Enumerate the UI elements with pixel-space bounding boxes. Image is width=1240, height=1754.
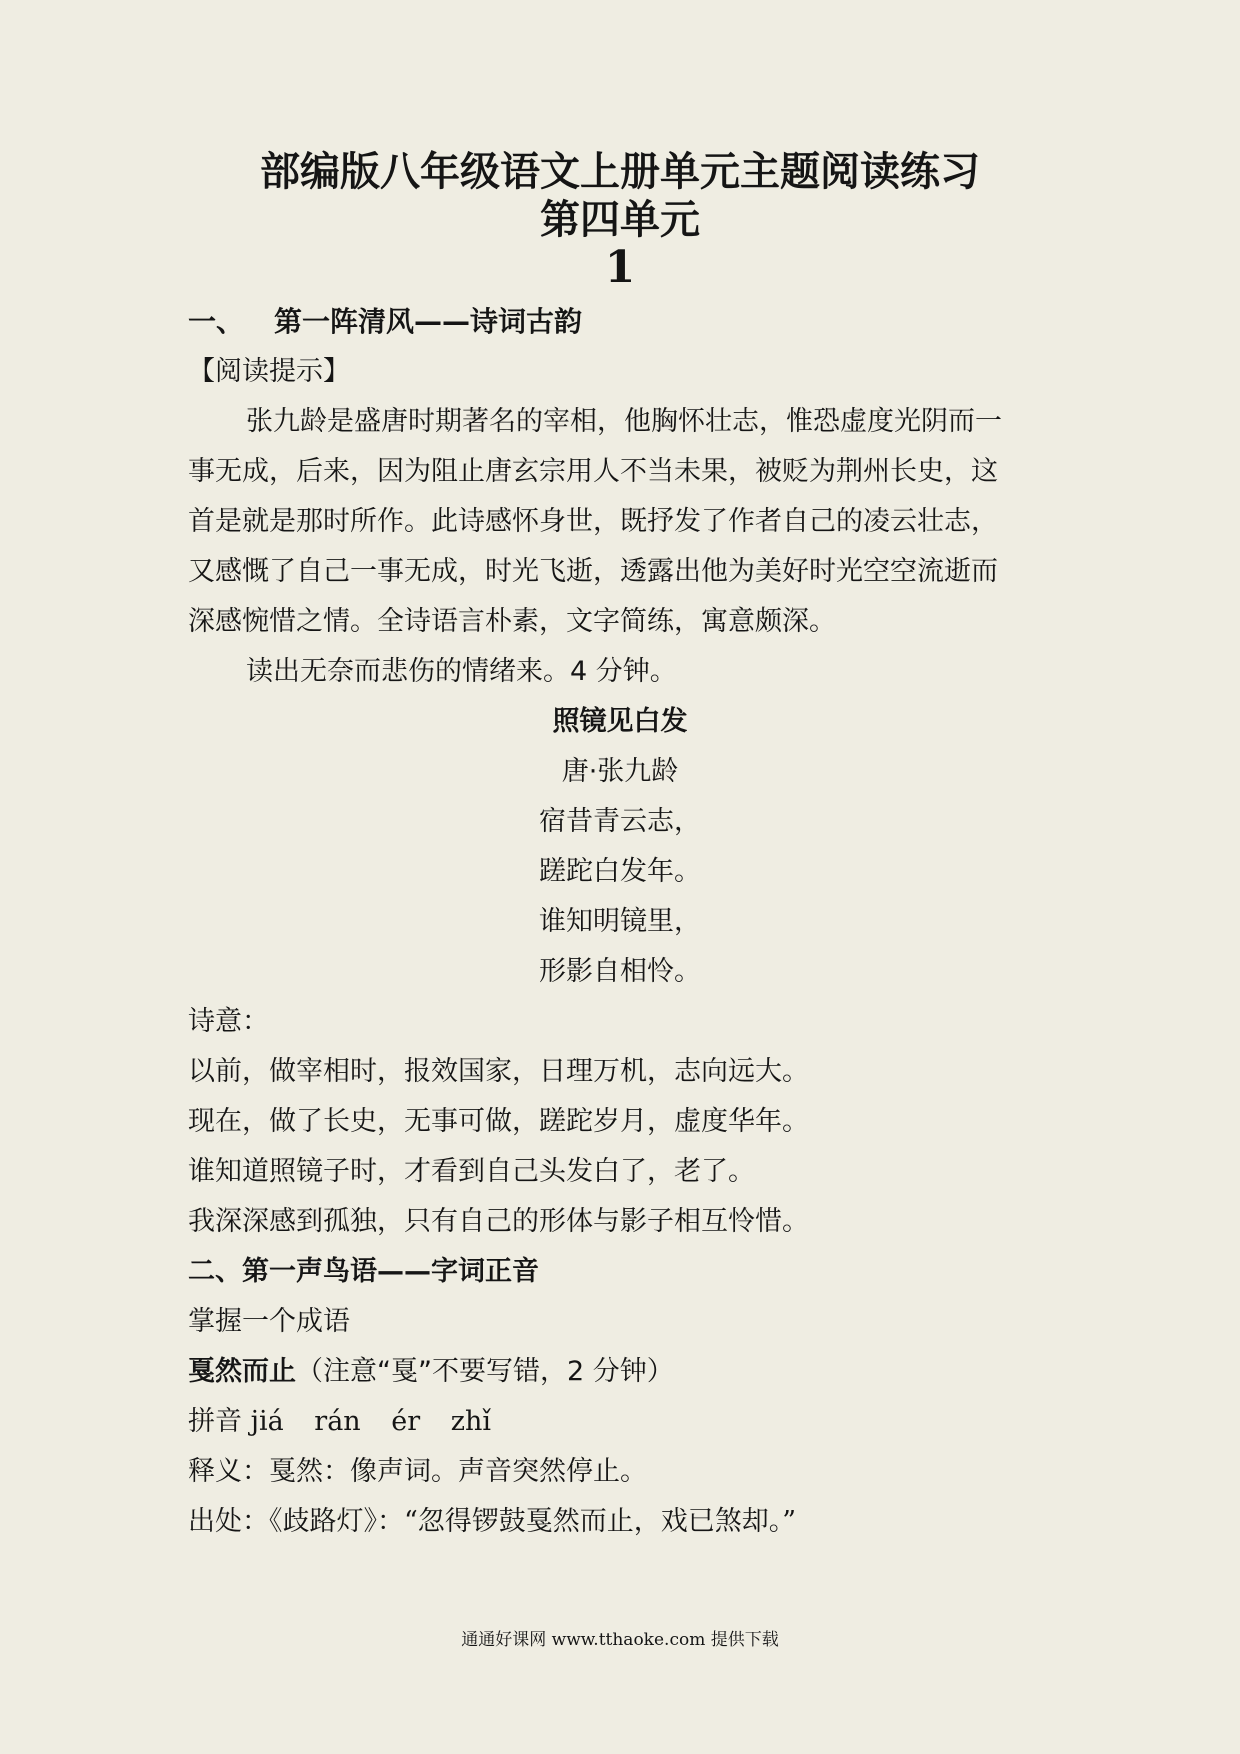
pinyin-syllable: ér	[391, 1406, 421, 1437]
section-2-subtitle: 掌握一个成语	[188, 1306, 350, 1337]
poem-meaning-label: 诗意：	[188, 1006, 269, 1037]
source-label: 出处：	[188, 1506, 269, 1537]
poem-line: 蹉跎白发年。	[539, 856, 701, 887]
paragraph-line: 又感慨了自己一事无成，时光飞逝，透露出他为美好时光空空流逝而	[188, 556, 998, 587]
reading-instruction: 读出无奈而悲伤的情绪来。4 分钟。	[246, 656, 677, 687]
section-1-title: 第一阵清风——诗词古韵	[274, 305, 583, 338]
pinyin-row	[188, 1404, 1058, 1440]
poem-meaning-line: 我深深感到孤独，只有自己的形体与影子相互怜惜。	[188, 1206, 809, 1237]
definition-row	[188, 1454, 1058, 1490]
idiom-note: （注意“戛”不要写错，2 分钟）	[296, 1356, 674, 1387]
pinyin-syllable: jiá	[250, 1406, 284, 1437]
idiom-row	[188, 1354, 1058, 1390]
poem-line: 谁知明镜里，	[539, 906, 701, 937]
poem-meaning-line: 谁知道照镜子时，才看到自己头发白了，老了。	[188, 1156, 755, 1187]
paragraph-line: 事无成，后来，因为阻止唐玄宗用人不当未果，被贬为荆州长史，这	[188, 456, 998, 487]
paragraph-line: 张九龄是盛唐时期著名的宰相，他胸怀壮志，惟恐虚度光阴而一	[246, 406, 1002, 437]
idiom-term: 戛然而止	[188, 1356, 296, 1387]
pinyin-syllable: rán	[314, 1406, 361, 1437]
section-2-title: 二、第一声鸟语——字词正音	[188, 1256, 539, 1287]
source-row	[188, 1504, 1058, 1540]
definition-text: 戛然：像声词。声音突然停止。	[269, 1456, 647, 1487]
document-title: 部编版八年级语文上册单元主题阅读练习	[260, 148, 980, 195]
definition-label: 释义：	[188, 1456, 269, 1487]
lesson-number: 1	[604, 242, 636, 293]
section-1-number: 一、	[188, 305, 245, 338]
paragraph-line: 首是就是那时所作。此诗感怀身世，既抒发了作者自己的凌云壮志，	[188, 506, 998, 537]
pinyin-label: 拼音	[188, 1406, 242, 1437]
page-footer: 通通好课网 www.tthaoke.com 提供下载	[461, 1630, 779, 1650]
reading-hint-label: 【阅读提示】	[188, 356, 350, 387]
poem-meaning-line: 以前，做宰相时，报效国家，日理万机，志向远大。	[188, 1056, 809, 1087]
poem-line: 形影自相怜。	[539, 956, 701, 987]
pinyin-syllable: zhǐ	[450, 1406, 492, 1437]
poem-line: 宿昔青云志，	[539, 806, 701, 837]
paragraph-line: 深感惋惜之情。全诗语言朴素，文字简练，寓意颇深。	[188, 606, 836, 637]
poem-title: 照镜见白发	[552, 706, 688, 737]
unit-title: 第四单元	[540, 196, 700, 243]
poem-author: 唐·张九龄	[561, 756, 679, 787]
poem-meaning-line: 现在，做了长史，无事可做，蹉跎岁月，虚度华年。	[188, 1106, 809, 1137]
source-text: 《歧路灯》：“忽得锣鼓戛然而止，戏已煞却。”	[269, 1506, 797, 1537]
